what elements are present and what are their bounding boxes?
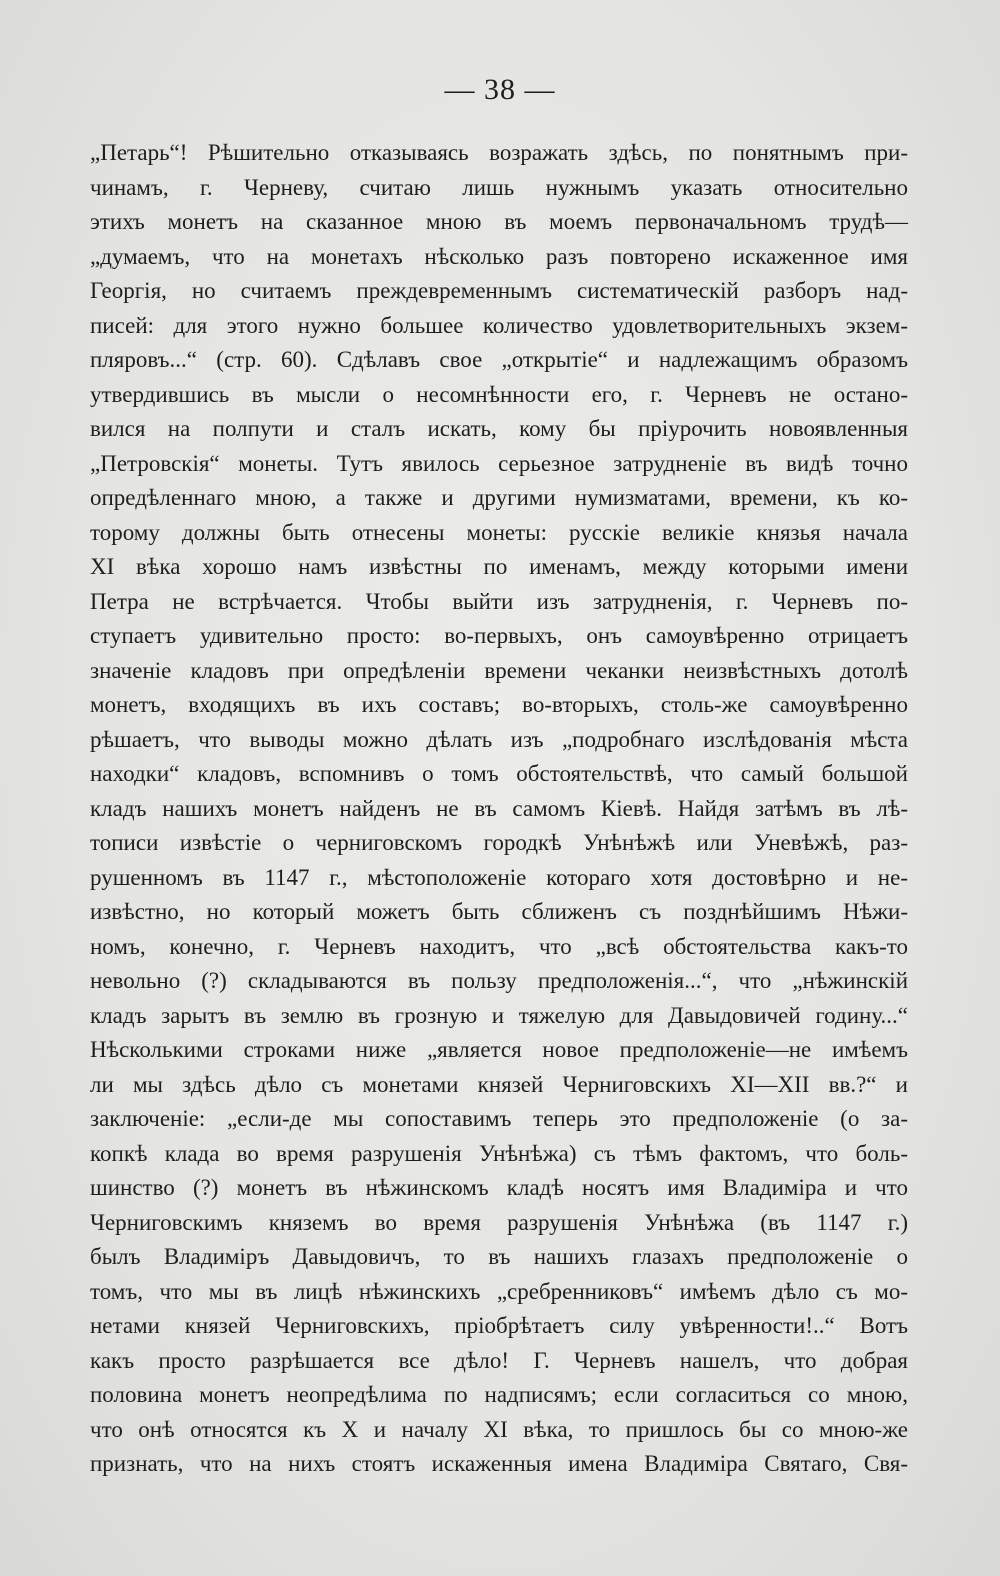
page-number: — 38 —: [444, 73, 556, 106]
text-line: рѣшаетъ, что выводы можно дѣлать изъ „подробнаго изслѣдованія мѣста: [90, 726, 908, 752]
text-line: „думаемъ, что на монетахъ нѣсколько разъ повторено искаженное имя: [90, 243, 908, 269]
text-line: нетами князей Черниговскихъ, пріобрѣтаетъ силу увѣренности!..“ Вотъ: [90, 1313, 908, 1338]
text-line: Черниговскимъ княземъ во время разрушенія Унѣнѣжа (въ 1147 г.): [90, 1209, 908, 1235]
text-line: что онѣ относятся къ X и началу XI вѣка, то пришлось бы со мною-же: [90, 1416, 908, 1442]
text-line: Нѣсколькими строками ниже „является новое предположеніе—не имѣемъ: [90, 1037, 908, 1062]
text-line: торому должны быть отнесены монеты: русскіе великіе князья начала: [90, 519, 908, 545]
text-line: пляровъ...“ (стр. 60). Сдѣлавъ свое „открытіе“ и надлежащимъ образомъ: [90, 347, 908, 372]
text-line: значеніе кладовъ при опредѣленіи времени чеканки неизвѣстныхъ дотолѣ: [90, 657, 908, 683]
text-line: былъ Владиміръ Давыдовичъ, то въ нашихъ глазахъ предположеніе о: [90, 1244, 908, 1269]
text-line: находки“ кладовъ, вспомнивъ о томъ обстоятельствѣ, что самый большой: [90, 761, 908, 786]
text-line: утвердившись въ мысли о несомнѣнности его, г. Черневъ не остано-: [90, 381, 908, 407]
text-line: вился на полпути и сталъ искать, кому бы пріурочить новоявленныя: [90, 416, 908, 441]
text-line: писей: для этого нужно большее количество удовлетворительныхъ экзем-: [90, 312, 908, 338]
text-line: тописи извѣстіе о черниговскомъ городкѣ Унѣнѣжѣ или Уневѣжѣ, раз-: [90, 830, 908, 855]
text-line: томъ, что мы въ лицѣ нѣжинскихъ „сребренниковъ“ имѣемъ дѣло съ мо-: [90, 1278, 908, 1304]
text-line: какъ просто разрѣшается все дѣло! Г. Черневъ нашелъ, что добрая: [90, 1347, 908, 1373]
text-line: признать, что на нихъ стоятъ искаженныя имена Владиміра Святаго, Свя-: [90, 1451, 908, 1476]
text-line: ли мы здѣсь дѣло съ монетами князей Черниговскихъ XI—XII вв.?“ и: [90, 1071, 908, 1097]
text-line: рушенномъ въ 1147 г., мѣстоположеніе котораго хотя достовѣрно и не-: [90, 864, 908, 890]
text-line: чинамъ, г. Черневу, считаю лишь нужнымъ указать относительно: [90, 174, 908, 200]
text-line: кладъ нашихъ монетъ найденъ не въ самомъ Кіевѣ. Найдя затѣмъ въ лѣ-: [90, 795, 908, 821]
text-line: извѣстно, но который можетъ быть сближенъ съ позднѣйшимъ Нѣжи-: [90, 899, 908, 924]
text-line: ступаетъ удивительно просто: во-первыхъ, онъ самоувѣренно отрицаетъ: [90, 623, 908, 648]
text-line: шинство (?) монетъ въ нѣжинскомъ кладѣ носятъ имя Владиміра и что: [90, 1175, 908, 1200]
text-line: „Петарь“! Рѣшительно отказываясь возражать здѣсь, по понятнымъ при-: [90, 140, 908, 165]
text-line: Петра не встрѣчается. Чтобы выйти изъ затрудненія, г. Черневъ по-: [90, 588, 908, 614]
text-line: монетъ, входящихъ въ ихъ составъ; во-вторыхъ, столь-же самоувѣренно: [90, 692, 908, 717]
text-line: копкѣ клада во время разрушенія Унѣнѣжа) съ тѣмъ фактомъ, что боль-: [90, 1140, 908, 1166]
text-line: номъ, конечно, г. Черневъ находитъ, что „всѣ обстоятельства какъ-то: [90, 933, 908, 959]
text-line: этихъ монетъ на сказанное мною въ моемъ первоначальномъ трудѣ—: [90, 209, 908, 234]
text-line: XI вѣка хорошо намъ извѣстны по именамъ, между которыми имени: [90, 554, 908, 579]
text-line: опредѣленнаго мною, а также и другими нумизматами, времени, къ ко-: [90, 485, 908, 510]
text-line: Георгія, но считаемъ преждевременнымъ систематическій разборъ над-: [90, 278, 908, 303]
text-line: заключеніе: „если-де мы сопоставимъ теперь это предположеніе (о за-: [90, 1106, 908, 1131]
body-text: [90, 136, 908, 1482]
text-line: половина монетъ неопредѣлима по надписямъ; если согласиться со мною,: [90, 1382, 908, 1407]
text-line: „Петровскія“ монеты. Тутъ явилось серьезное затрудненіе въ видѣ точно: [90, 450, 908, 476]
text-line: невольно (?) складываются въ пользу предположенія...“, что „нѣжинскій: [90, 968, 908, 993]
text-line: кладъ зарытъ въ землю въ грозную и тяжелую для Давыдовичей годину...“: [90, 1002, 908, 1028]
